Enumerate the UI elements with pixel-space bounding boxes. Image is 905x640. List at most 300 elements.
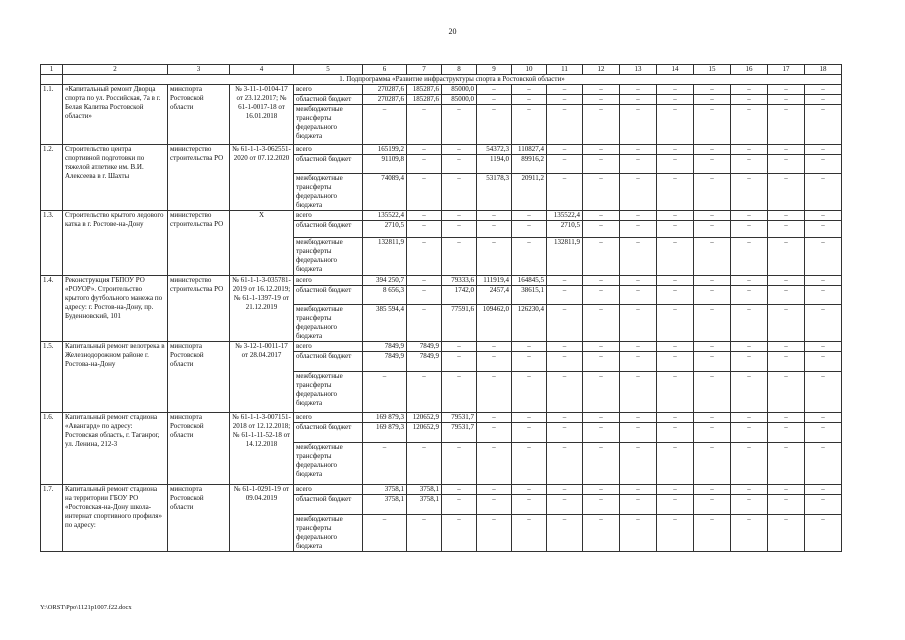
project-document: № 3-12-1-0011-17 от 28.04.2017 [230,342,294,413]
amount-cell: – [657,155,694,174]
column-number: 18 [805,65,842,75]
amount-cell: – [620,276,657,286]
amount-cell: – [477,238,512,276]
amount-cell: – [442,515,477,552]
funding-source: областной бюджет [294,155,363,174]
amount-cell: – [657,85,694,95]
amount-cell: – [512,352,547,372]
amount-cell: 3758,1 [407,485,442,495]
amount-cell: – [805,95,842,105]
amount-cell: – [363,515,407,552]
amount-cell: – [768,443,805,485]
amount-cell: – [547,443,583,485]
amount-cell: 185287,6 [407,85,442,95]
funding-source: всего [294,485,363,495]
amount-cell: – [768,286,805,305]
amount-cell: – [620,372,657,413]
amount-cell: – [657,238,694,276]
subprogram-title: 1. Подпрограмма «Развитие инфраструктуры спорта в Ростовской области» [63,75,842,85]
amount-cell: – [407,211,442,221]
amount-cell: 77591,6 [442,305,477,342]
amount-cell: 7849,9 [407,342,442,352]
amount-cell: – [512,515,547,552]
amount-cell: – [547,85,583,95]
amount-cell: – [583,211,620,221]
column-number: 7 [407,65,442,75]
column-number: 2 [63,65,168,75]
amount-cell: – [512,95,547,105]
amount-cell: 91109,8 [363,155,407,174]
amount-cell: – [620,485,657,495]
amount-cell: – [547,305,583,342]
amount-cell: – [731,211,768,221]
amount-cell: 20911,2 [512,174,547,211]
amount-cell: 132811,9 [547,238,583,276]
amount-cell: – [583,174,620,211]
amount-cell: – [583,413,620,423]
amount-cell: – [363,105,407,145]
amount-cell: 38615,1 [512,286,547,305]
amount-cell: – [583,423,620,443]
amount-cell: – [657,105,694,145]
project-name: Капитальный ремонт стадиона «Авангард» по адресу: Ростовская область, г. Таганрог, ул. Ленина, 212-3 [63,413,168,485]
amount-cell: – [731,413,768,423]
amount-cell: – [731,276,768,286]
project-executor: минспорта Ростовской области [168,85,230,145]
amount-cell: – [512,221,547,238]
column-number: 14 [657,65,694,75]
amount-cell: – [768,413,805,423]
column-number: 6 [363,65,407,75]
amount-cell: – [477,95,512,105]
amount-cell: – [768,305,805,342]
amount-cell: – [694,105,731,145]
amount-cell: – [694,352,731,372]
amount-cell: – [512,443,547,485]
amount-cell: – [477,515,512,552]
amount-cell: – [583,85,620,95]
project-document: Х [230,211,294,276]
amount-cell: – [583,286,620,305]
amount-cell: – [477,342,512,352]
amount-cell: 385 594,4 [363,305,407,342]
amount-cell: – [620,174,657,211]
amount-cell: – [442,211,477,221]
amount-cell: – [442,145,477,155]
amount-cell: – [620,286,657,305]
amount-cell: – [547,485,583,495]
amount-cell: – [620,413,657,423]
amount-cell: – [512,495,547,515]
table-row [41,276,842,286]
amount-cell: – [805,495,842,515]
amount-cell: – [731,174,768,211]
amount-cell: 185287,6 [407,95,442,105]
amount-cell: – [731,155,768,174]
amount-cell: – [442,372,477,413]
amount-cell: – [694,485,731,495]
amount-cell: – [694,95,731,105]
amount-cell: – [407,305,442,342]
amount-cell: – [805,174,842,211]
amount-cell: – [805,145,842,155]
amount-cell: 169 879,3 [363,423,407,443]
table-row [41,413,842,423]
amount-cell: – [512,342,547,352]
amount-cell: – [407,145,442,155]
amount-cell: 89916,2 [512,155,547,174]
amount-cell: – [407,174,442,211]
amount-cell: – [583,495,620,515]
amount-cell: – [657,276,694,286]
project-number: 1.7. [41,485,63,552]
project-number: 1.5. [41,342,63,413]
amount-cell: 8 656,3 [363,286,407,305]
table-row [41,211,842,221]
funding-source: межбюджетные трансферты федерального бюджета [294,372,363,413]
amount-cell: – [731,286,768,305]
amount-cell: – [694,286,731,305]
funding-source: межбюджетные трансферты федерального бюджета [294,174,363,211]
amount-cell: – [768,238,805,276]
amount-cell: – [583,372,620,413]
column-number: 1 [41,65,63,75]
amount-cell: – [768,155,805,174]
blank-cell [41,75,63,85]
project-name: Строительство центра спортивной подготовки по тяжелой атлетике им. В.И. Алексеева в г. Шахты [63,145,168,211]
column-number: 4 [230,65,294,75]
project-executor: министерство строительства РО [168,145,230,211]
funding-source: межбюджетные трансферты федерального бюджета [294,443,363,485]
amount-cell: – [620,155,657,174]
project-document: № 61-1-1-3-007151-2018 от 12.12.2018; № 61-1-11-52-18 от 14.12.2018 [230,413,294,485]
amount-cell: – [731,105,768,145]
amount-cell: – [477,211,512,221]
amount-cell: – [768,145,805,155]
amount-cell: – [442,221,477,238]
amount-cell: – [731,372,768,413]
amount-cell: – [547,515,583,552]
amount-cell: 111919,4 [477,276,512,286]
amount-cell: – [657,221,694,238]
amount-cell: – [768,105,805,145]
amount-cell: – [407,515,442,552]
funding-source: областной бюджет [294,95,363,105]
amount-cell: – [583,155,620,174]
amount-cell: – [407,372,442,413]
amount-cell: – [694,238,731,276]
amount-cell: – [620,305,657,342]
amount-cell: 120652,9 [407,423,442,443]
column-number: 10 [512,65,547,75]
amount-cell: – [442,495,477,515]
amount-cell: – [512,85,547,95]
amount-cell: – [477,443,512,485]
amount-cell: – [547,286,583,305]
amount-cell: – [768,85,805,95]
amount-cell: 270287,6 [363,85,407,95]
amount-cell: – [512,238,547,276]
amount-cell: – [805,352,842,372]
amount-cell: – [805,85,842,95]
amount-cell: 1742,0 [442,286,477,305]
project-name: «Капитальный ремонт Дворца спорта по ул. Российская, 7а в г. Белая Калитва Ростовской области» [63,85,168,145]
funding-source: межбюджетные трансферты федерального бюджета [294,515,363,552]
amount-cell: – [694,443,731,485]
project-name: Строительство крытого ледового катка в г. Ростове-на-Дону [63,211,168,276]
amount-cell: – [477,221,512,238]
amount-cell: – [657,372,694,413]
amount-cell: – [477,423,512,443]
amount-cell: – [620,85,657,95]
amount-cell: – [805,413,842,423]
amount-cell: – [442,443,477,485]
amount-cell: 7849,9 [407,352,442,372]
amount-cell: – [620,105,657,145]
amount-cell: – [512,105,547,145]
project-executor: минспорта Ростовской области [168,485,230,552]
subprogram-row [41,75,842,85]
amount-cell: – [547,95,583,105]
amount-cell: – [694,276,731,286]
amount-cell: – [694,342,731,352]
amount-cell: – [768,423,805,443]
project-name: Реконструкция ГБПОУ РО «РОУОР». Строительство крытого футбольного манежа по адресу: г. Ростов-на-Дону, пр. Буденновский, 101 [63,276,168,342]
amount-cell: – [583,305,620,342]
amount-cell: – [805,286,842,305]
amount-cell: – [805,372,842,413]
amount-cell: – [477,372,512,413]
amount-cell: – [805,155,842,174]
amount-cell: – [694,305,731,342]
amount-cell: – [657,95,694,105]
amount-cell: – [657,342,694,352]
amount-cell: – [731,495,768,515]
funding-source: всего [294,342,363,352]
project-document: № 61-1-1-3-035781-2019 от 16.12.2019; № 61-1-1397-19 от 21.12.2019 [230,276,294,342]
amount-cell: – [731,238,768,276]
amount-cell: – [547,155,583,174]
amount-cell: – [477,105,512,145]
amount-cell: – [442,105,477,145]
amount-cell: – [477,352,512,372]
amount-cell: 164845,5 [512,276,547,286]
amount-cell: – [620,352,657,372]
amount-cell: – [442,485,477,495]
page-number: 20 [448,27,457,36]
amount-cell: – [620,495,657,515]
amount-cell: 79531,7 [442,423,477,443]
amount-cell: – [768,485,805,495]
amount-cell: – [731,352,768,372]
table-row [41,85,842,95]
amount-cell: – [583,352,620,372]
amount-cell: – [547,372,583,413]
amount-cell: – [620,443,657,485]
amount-cell: – [694,145,731,155]
funding-source: областной бюджет [294,286,363,305]
amount-cell: 135522,4 [547,211,583,221]
table-row [41,145,842,155]
amount-cell: – [477,413,512,423]
column-number: 16 [731,65,768,75]
amount-cell: – [620,211,657,221]
column-number: 15 [694,65,731,75]
amount-cell: – [805,105,842,145]
column-number: 3 [168,65,230,75]
amount-cell: – [805,515,842,552]
funding-table [40,64,842,552]
amount-cell: – [583,105,620,145]
amount-cell: 110827,4 [512,145,547,155]
amount-cell: – [657,515,694,552]
amount-cell: – [547,174,583,211]
amount-cell: 135522,4 [363,211,407,221]
amount-cell: – [620,95,657,105]
amount-cell: – [477,85,512,95]
amount-cell: 2710,5 [547,221,583,238]
amount-cell: – [805,305,842,342]
project-name: Капитальный ремонт велотрека в Железнодорожном районе г. Ростова-на-Дону [63,342,168,413]
amount-cell: – [768,352,805,372]
amount-cell: – [768,95,805,105]
amount-cell: – [407,238,442,276]
amount-cell: – [731,305,768,342]
amount-cell: – [512,372,547,413]
file-path-footer: Y:\ORST\Ppo\1121p1007.f22.docx [40,604,132,611]
amount-cell: – [731,85,768,95]
amount-cell: – [657,485,694,495]
amount-cell: – [768,515,805,552]
project-executor: министерство строительства РО [168,211,230,276]
amount-cell: – [657,211,694,221]
column-number: 5 [294,65,363,75]
amount-cell: – [477,495,512,515]
amount-cell: – [694,155,731,174]
amount-cell: – [805,443,842,485]
amount-cell: – [731,145,768,155]
amount-cell: 169 879,3 [363,413,407,423]
amount-cell: – [547,413,583,423]
amount-cell: – [694,413,731,423]
amount-cell: – [805,211,842,221]
amount-cell: – [657,286,694,305]
amount-cell: – [657,495,694,515]
amount-cell: – [805,221,842,238]
amount-cell: – [620,221,657,238]
amount-cell: 7849,9 [363,352,407,372]
amount-cell: – [768,372,805,413]
amount-cell: – [547,276,583,286]
amount-cell: – [547,352,583,372]
amount-cell: – [363,372,407,413]
amount-cell: – [657,305,694,342]
funding-source: областной бюджет [294,495,363,515]
amount-cell: – [694,85,731,95]
project-number: 1.1. [41,85,63,145]
amount-cell: 85000,0 [442,85,477,95]
amount-cell: – [731,342,768,352]
amount-cell: 1194,0 [477,155,512,174]
column-number: 9 [477,65,512,75]
amount-cell: 270287,6 [363,95,407,105]
amount-cell: – [620,342,657,352]
amount-cell: – [583,485,620,495]
amount-cell: – [442,352,477,372]
column-number: 12 [583,65,620,75]
amount-cell: – [657,413,694,423]
column-number: 17 [768,65,805,75]
amount-cell: – [768,211,805,221]
project-document: № 61-1-1-3-062551-2020 от 07.12.2020 [230,145,294,211]
amount-cell: – [583,95,620,105]
amount-cell: – [620,423,657,443]
amount-cell: – [512,485,547,495]
amount-cell: – [657,352,694,372]
amount-cell: – [547,145,583,155]
amount-cell: – [694,515,731,552]
amount-cell: – [694,174,731,211]
amount-cell: – [694,211,731,221]
table-row [41,342,842,352]
funding-source: межбюджетные трансферты федерального бюджета [294,238,363,276]
amount-cell: – [657,443,694,485]
amount-cell: – [407,286,442,305]
amount-cell: – [768,221,805,238]
amount-cell: – [512,423,547,443]
column-number: 11 [547,65,583,75]
project-executor: министерство строительства РО [168,276,230,342]
amount-cell: – [768,276,805,286]
project-document: № 3-11-1-0104-17 от 23.12.2017; № 61-1-0017-18 от 16.01.2018 [230,85,294,145]
amount-cell: 132811,9 [363,238,407,276]
amount-cell: – [657,174,694,211]
amount-cell: 3758,1 [363,495,407,515]
column-number: 8 [442,65,477,75]
amount-cell: – [731,221,768,238]
amount-cell: – [583,145,620,155]
amount-cell: 126230,4 [512,305,547,342]
amount-cell: – [805,276,842,286]
project-name: Капитальный ремонт стадиона на территории ГБОУ РО «Ростовская-на-Дону школа-интернат спортивного профиля» по адресу: [63,485,168,552]
project-document: № 61-1-0291-19 от 09.04.2019 [230,485,294,552]
amount-cell: 54372,3 [477,145,512,155]
amount-cell: – [731,443,768,485]
project-number: 1.2. [41,145,63,211]
project-number: 1.6. [41,413,63,485]
amount-cell: – [620,238,657,276]
funding-source: всего [294,276,363,286]
amount-cell: – [805,485,842,495]
amount-cell: 394 250,7 [363,276,407,286]
funding-source: всего [294,85,363,95]
amount-cell: – [694,423,731,443]
amount-cell: – [407,221,442,238]
amount-cell: – [407,443,442,485]
amount-cell: – [583,443,620,485]
amount-cell: – [407,105,442,145]
amount-cell: 120652,9 [407,413,442,423]
amount-cell: – [768,495,805,515]
amount-cell: – [442,342,477,352]
funding-source: всего [294,145,363,155]
amount-cell: – [731,423,768,443]
amount-cell: – [547,423,583,443]
funding-source: межбюджетные трансферты федерального бюджета [294,105,363,145]
amount-cell: – [694,221,731,238]
column-number: 13 [620,65,657,75]
amount-cell: 74089,4 [363,174,407,211]
